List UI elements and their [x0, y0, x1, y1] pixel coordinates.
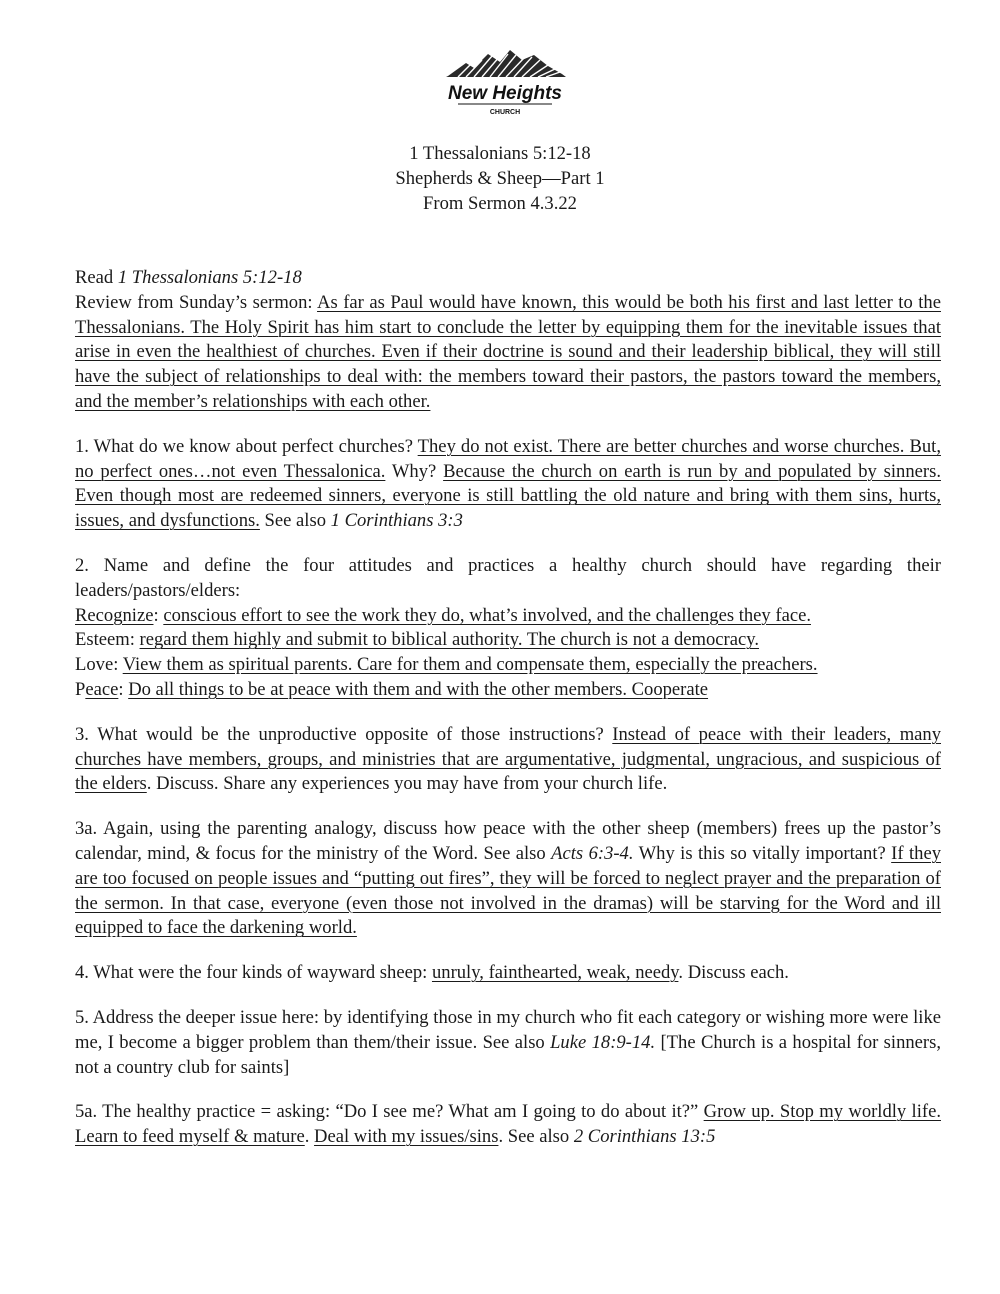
q2-recognize-text: conscious effort to see the work they do, what’s involved, and the challenges they face.	[163, 604, 811, 626]
q2-peace-label-b: eace	[85, 678, 119, 700]
question-5	[75, 1006, 941, 1080]
q3-question: 3. What would be the unproductive opposite of those instructions?	[75, 723, 613, 745]
logo-wordmark: New Heights	[447, 83, 563, 104]
review-text: As far as Paul would have known, this would be both his first and last letter to the Thessalonians. The Holy Spirit has him start to conclude the letter by equipping them for the inevitable issues that arise in even the healthiest of churches. Even if their doctrine is sound and their leadership biblical, they will still have the subject of relationships to deal with: the members toward their pastors, the pastors toward the members, and the member’s relationships with each other.	[75, 291, 941, 412]
q5-tail: [The Church is a hospital for sinners, not a country club for saints]	[75, 1031, 941, 1078]
q3-answer: Instead of peace with their leaders, many churches have members, groups, and ministries that are argumentative, judgmental, ungracious, and suspicious of the elders	[75, 723, 941, 795]
q2-esteem-line	[75, 628, 941, 653]
q1-answer-2: Because the church on earth is run by and populated by sinners. Even though most are redeemed sinners, everyone is still battling the old nature and bring with them sins, hurts, issues, and dysfunctions.	[75, 460, 941, 532]
church-logo	[438, 46, 572, 122]
q4-answer: unruly, fainthearted, weak, needy	[431, 962, 679, 984]
question-2: 2. Name and define the four attitudes and practices a healthy church should have regarding their leaders/pastors/elders:	[75, 554, 941, 601]
q5a-reference: 2 Corinthians 13:5	[573, 1126, 716, 1148]
q1-see-also: See also	[259, 510, 331, 532]
q3a-question: 3a. Again, using the parenting analogy, discuss how peace with the other sheep (members) frees up the pastor’s calendar, mind, & focus for the ministry of the Word. See also	[75, 818, 941, 864]
q1-answer-1: They do not exist. There are better churches and worse churches. But, no perfect ones…not even Thessalonica.	[75, 435, 941, 482]
q5a-answer-2: Deal with my issues/sins	[314, 1126, 499, 1148]
q4-question: 4. What were the four kinds of wayward sheep:	[75, 962, 432, 984]
question-1	[75, 435, 941, 534]
review-paragraph	[75, 291, 941, 415]
q2-love-line	[75, 653, 941, 678]
q3a-answer: If they are too focused on people issues and “putting out fires”, they will be forced to neglect prayer and the preparation of the sermon. In that case, everyone (even those not involved in the dramas) will be starving for the Word and ill equipped to face the darkening world.	[75, 842, 941, 939]
q2-love-text: View them as spiritual parents. Care for them and compensate them, especially the preachers.	[122, 654, 818, 676]
q2-recognize-label: Recognize	[75, 604, 154, 626]
q2-esteem-text: regard them highly and submit to biblical authority. The church is not a democracy.	[139, 629, 759, 651]
q1-question: 1. What do we know about perfect churches?	[75, 435, 418, 457]
q5a-separator: .	[304, 1126, 315, 1148]
logo-subtitle: Church	[489, 109, 521, 116]
q2-love-label: Love:	[75, 654, 123, 676]
q3a-reference: Acts 6:3-4.	[551, 842, 634, 864]
q5a-answer-1: Grow up. Stop my worldly life. Learn to feed myself & mature	[75, 1101, 941, 1148]
header-sermon-date: From Sermon 4.3.22	[423, 193, 577, 214]
q2-esteem-label: Esteem:	[75, 629, 140, 651]
question-3a	[75, 817, 941, 941]
read-label: Read	[75, 267, 118, 288]
question-4	[75, 961, 941, 986]
q2-peace-line: Peace: Do all things to be at peace with them and with the other members. Cooperate	[75, 678, 709, 700]
review-label: Review from Sunday’s sermon:	[75, 291, 318, 313]
q2-peace-label-a: P	[75, 678, 86, 700]
read-reference: 1 Thessalonians 5:12-18	[117, 267, 302, 288]
question-5a	[75, 1100, 941, 1150]
q4-tail: . Discuss each.	[678, 962, 789, 984]
question-3	[75, 723, 941, 797]
q3-tail: . Discuss. Share any experiences you may have from your church life.	[146, 773, 668, 795]
q1-reference: 1 Corinthians 3:3	[330, 510, 463, 532]
header-series-title: Shepherds & Sheep—Part 1	[395, 168, 605, 189]
q5a-text: 5a. The healthy practice = asking: “Do I see me? What am I going to do about it?”	[75, 1101, 704, 1123]
study-guide-body	[75, 266, 941, 1170]
q2-recognize-line: Recognize: conscious effort to see the work they do, what’s involved, and the challenges they face.	[75, 604, 811, 626]
q3a-why: Why is this so vitally important?	[633, 842, 892, 864]
q5-reference: Luke 18:9-14.	[550, 1031, 656, 1053]
read-line	[75, 266, 941, 291]
q5a-see-also: . See also	[498, 1126, 574, 1148]
q5-text: 5. Address the deeper issue here: by identifying those in my church who fit each category or wishing more were like me, I become a bigger problem than them/their issue. See also	[75, 1006, 941, 1053]
document-header	[0, 141, 1000, 216]
mountain-logo-icon	[438, 46, 572, 122]
q1-why: Why?	[385, 460, 444, 482]
header-passage: 1 Thessalonians 5:12-18	[409, 143, 591, 164]
q2-peace-text: Do all things to be at peace with them and with the other members. Cooperate	[128, 678, 709, 700]
